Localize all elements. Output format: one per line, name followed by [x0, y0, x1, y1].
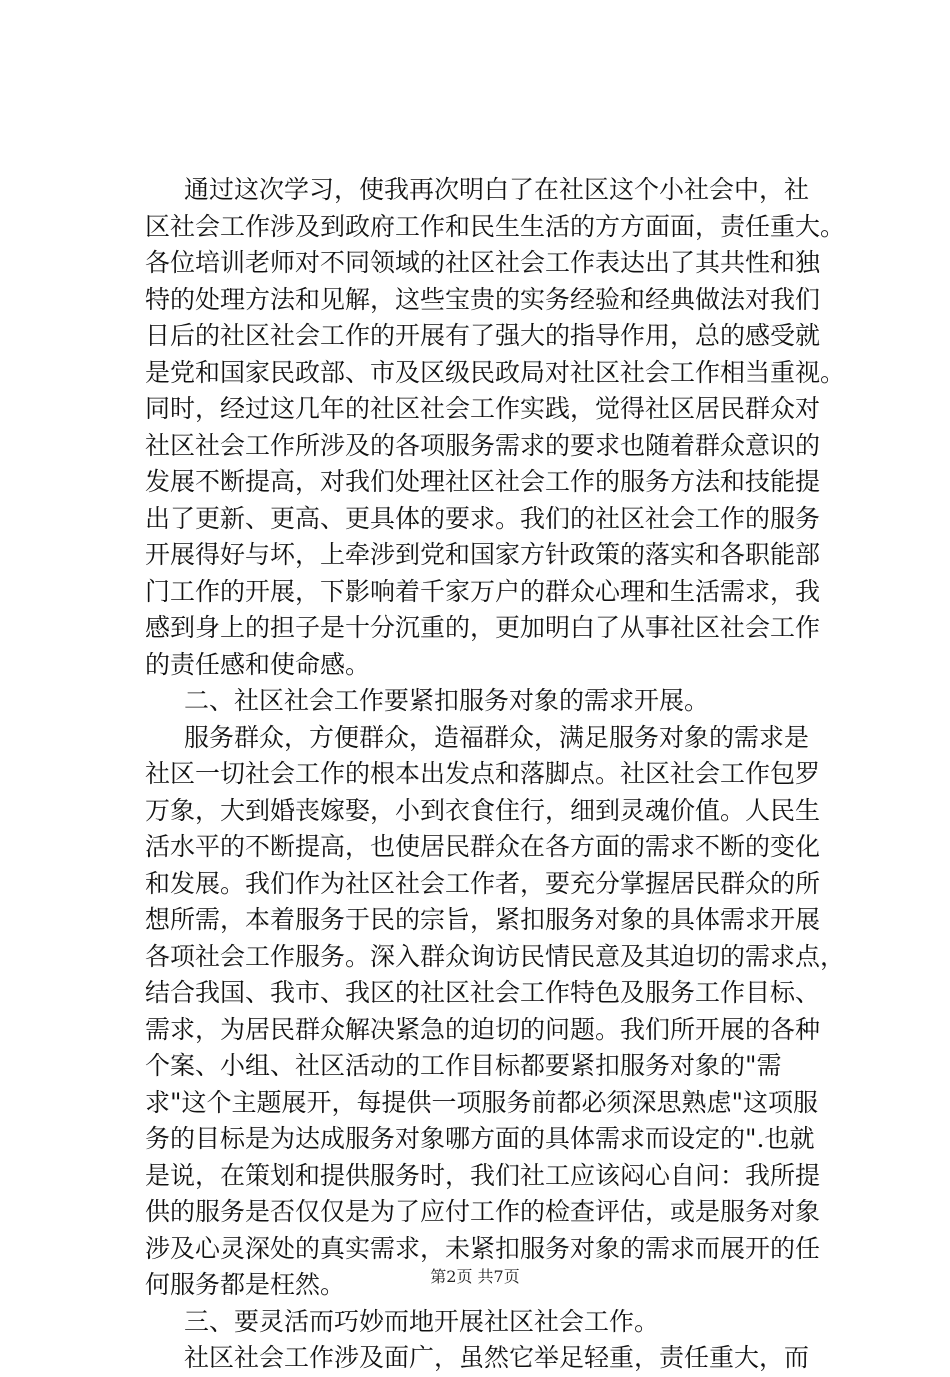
- paragraph-line: 涉及心灵深处的真实需求，未紧扣服务对象的需求而展开的任: [145, 1233, 821, 1263]
- paragraph-line: 区社会工作涉及到政府工作和民生生活的方方面面，责任重大。: [145, 211, 846, 241]
- document-body: [145, 172, 845, 1377]
- paragraph-line: 同时，经过这几年的社区社会工作实践，觉得社区居民群众对: [145, 394, 821, 423]
- paragraph-line: 个案、小组、社区活动的工作目标都要紧扣服务对象的"需: [145, 1051, 782, 1080]
- paragraph-line: 服务群众，方便群众，造福群众，满足服务对象的需求是: [184, 722, 810, 752]
- paragraph-line: 想所需，本着服务于民的宗旨，紧扣服务对象的具体需求开展: [145, 905, 821, 934]
- paragraph-line: 是说，在策划和提供服务时，我们社工应该闷心自问：我所提: [145, 1160, 821, 1190]
- paragraph-line: 日后的社区社会工作的开展有了强大的指导作用，总的感受就: [145, 321, 821, 350]
- paragraph-line: 通过这次学习，使我再次明白了在社区这个小社会中，社: [184, 175, 810, 204]
- paragraph-line: 开展得好与坏，上牵涉到党和国家方针政策的落实和各职能部: [145, 540, 821, 569]
- paragraph-line: 各位培训老师对不同领域的社区社会工作表达出了其共性和独: [145, 248, 821, 277]
- paragraph-line: 是党和国家民政部、市及区级民政局对社区社会工作相当重视。: [145, 357, 846, 387]
- paragraph-line: 门工作的开展，下影响着千家万户的群众心理和生活需求，我: [145, 576, 821, 606]
- paragraph-line: 的责任感和使命感。: [145, 649, 371, 679]
- paragraph-line: 务的目标是为达成服务对象哪方面的具体需求而设定的".也就: [145, 1124, 815, 1153]
- paragraph-line: 出了更新、更高、更具体的要求。我们的社区社会工作的服务: [145, 503, 821, 533]
- paragraph-line: 特的处理方法和见解，这些宝贵的实务经验和经典做法对我们: [145, 284, 821, 314]
- paragraph-line: 社区一切社会工作的根本出发点和落脚点。社区社会工作包罗: [145, 759, 821, 788]
- paragraph-line: 社区社会工作所涉及的各项服务需求的要求也随着群众意识的: [145, 430, 821, 460]
- paragraph-line: 感到身上的担子是十分沉重的，更加明白了从事社区社会工作: [145, 613, 821, 642]
- paragraph-line: 求"这个主题展开，每提供一项服务前都必须深思熟虑"这项服: [145, 1087, 819, 1117]
- section-heading: 三、要灵活而巧妙而地开展社区社会工作。: [184, 1306, 660, 1336]
- paragraph-line: 何服务都是枉然。: [145, 1270, 346, 1299]
- paragraph-line: 和发展。我们作为社区社会工作者，要充分掌握居民群众的所: [145, 868, 821, 898]
- paragraph-line: 万象，大到婚丧嫁娶，小到衣食住行，细到灵魂价值。人民生: [145, 795, 821, 825]
- paragraph-line: 活水平的不断提高，也使居民群众在各方面的需求不断的变化: [145, 832, 821, 861]
- paragraph-line: 需求，为居民群众解决紧急的迫切的问题。我们所开展的各种: [145, 1014, 821, 1044]
- paragraph-line: 结合我国、我市、我区的社区社会工作特色及服务工作目标、: [145, 978, 821, 1007]
- paragraph-line: 各项社会工作服务。深入群众询访民情民意及其迫切的需求点，: [145, 941, 846, 971]
- paragraph-line: 社区社会工作涉及面广，虽然它举足轻重，责任重大，而: [184, 1343, 810, 1372]
- section-heading: 二、社区社会工作要紧扣服务对象的需求开展。: [184, 686, 710, 715]
- page-footer: 第2页 共7页: [430, 1267, 520, 1286]
- paragraph-line: 供的服务是否仅仅是为了应付工作的检查评估，或是服务对象: [145, 1197, 821, 1226]
- paragraph-line: 发展不断提高，对我们处理社区社会工作的服务方法和技能提: [145, 467, 821, 496]
